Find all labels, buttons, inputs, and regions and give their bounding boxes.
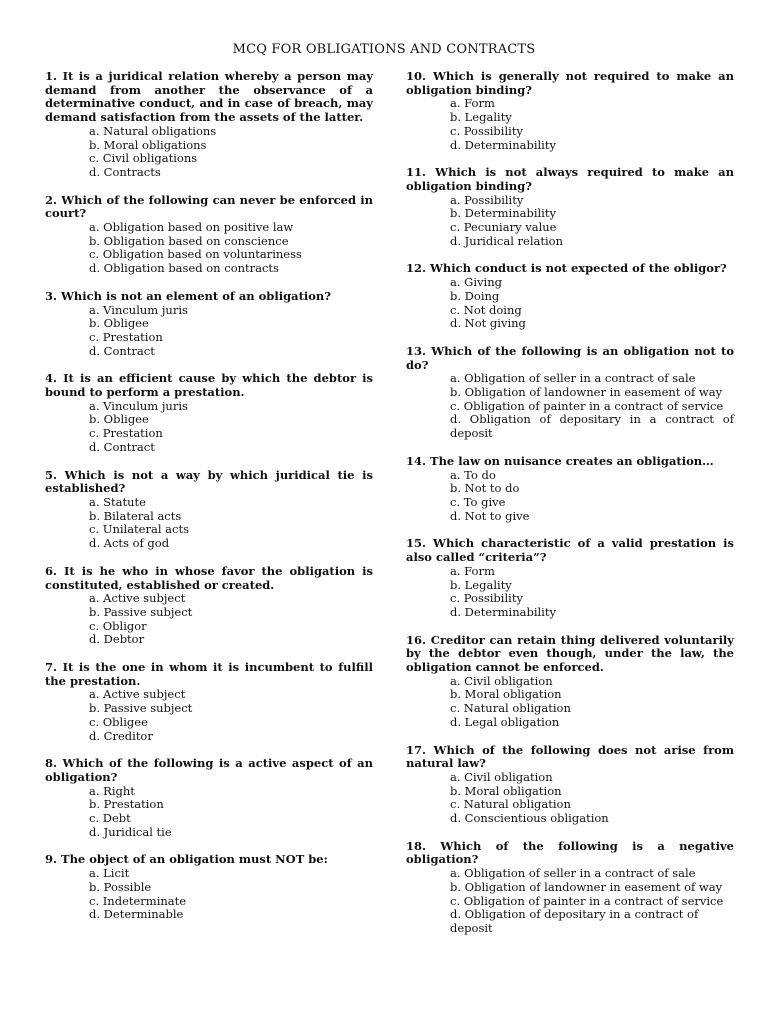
right-column [406, 70, 734, 936]
option-list [406, 565, 734, 620]
option-b: b. Moral obligations [89, 137, 207, 152]
question-text: 18. Which of the following is a negative obligation? [406, 838, 734, 867]
option-c: c. Possibility [450, 123, 523, 138]
option-b: b. Obligation of landowner in easement of way [450, 385, 723, 400]
option-b: b. Determinability [450, 206, 556, 221]
option-a: a. Statute [89, 494, 146, 509]
option-c: c. Obligation of painter in a contract of service [450, 893, 724, 908]
option-d: d. Juridical tie [89, 824, 172, 839]
question-14 [406, 455, 734, 524]
question-text: 9. The object of an obligation must NOT be: [45, 852, 328, 867]
question-6 [45, 565, 373, 647]
option-list [406, 771, 734, 826]
option-a: a. Right [89, 783, 135, 798]
option-list [406, 97, 734, 152]
option-d: d. Obligation based on contracts [89, 261, 279, 276]
question-13 [406, 345, 734, 441]
option-d: d. Determinability [450, 137, 556, 152]
option-c: c. To give [450, 494, 506, 509]
question-text: 4. It is an efficient cause by which the debtor is bound to perform a prestation. [45, 371, 373, 400]
option-list [406, 276, 734, 331]
question-5 [45, 469, 373, 551]
option-a: a. Civil obligation [450, 673, 553, 688]
option-list [406, 372, 734, 441]
question-8 [45, 757, 373, 839]
question-text: 15. Which characteristic of a valid prestation is also called “criteria”? [406, 536, 734, 565]
option-b: b. Obligation based on conscience [89, 233, 289, 248]
question-15 [406, 537, 734, 619]
option-c: c. Indeterminate [89, 893, 187, 908]
option-a: a. Civil obligation [450, 769, 553, 784]
question-text: 7. It is the one in whom it is incumbent to fulfill the prestation. [45, 660, 373, 688]
option-list [45, 400, 373, 455]
question-text: 2. Which of the following can never be enforced in court? [45, 192, 373, 221]
question-10 [406, 70, 734, 152]
option-a: a. Obligation of seller in a contract of sale [450, 371, 696, 386]
option-list [406, 867, 734, 936]
question-17 [406, 744, 734, 826]
question-text: 11. Which is not always required to make an obligation binding? [406, 165, 734, 193]
question-text: 5. Which is not a way by which juridical tie is established? [45, 467, 373, 496]
option-d: d. Debtor [89, 632, 145, 647]
option-d: d. Obligation of depositary in a contract of deposit [450, 412, 734, 441]
option-b: b. Prestation [89, 797, 164, 812]
option-b: b. Moral obligation [450, 687, 562, 702]
option-list [406, 675, 734, 730]
option-d: d. Determinability [450, 604, 556, 619]
option-c: c. Civil obligations [89, 151, 198, 166]
option-a: a. Active subject [89, 687, 186, 702]
question-9 [45, 853, 373, 922]
question-4 [45, 372, 373, 454]
option-c: c. Obligee [89, 714, 148, 729]
option-c: c. Not doing [450, 302, 522, 317]
option-list [45, 304, 373, 359]
option-c: c. Obligation of painter in a contract of service [450, 398, 724, 413]
question-16 [406, 634, 734, 730]
option-d: d. Contracts [89, 164, 161, 179]
option-b: b. Moral obligation [450, 783, 562, 798]
question-1 [45, 70, 373, 180]
option-c: c. Natural obligation [450, 701, 571, 716]
question-text: 13. Which of the following is an obligation not to do? [406, 343, 734, 372]
option-b: b. Possible [89, 879, 152, 894]
question-3 [45, 290, 373, 359]
option-list [45, 592, 373, 647]
option-d: d. Obligation of depositary in a contract of deposit [450, 907, 699, 935]
option-a: a. Licit [89, 866, 130, 881]
question-text: 3. Which is not an element of an obligation? [45, 288, 332, 303]
option-list [45, 496, 373, 551]
option-list [406, 194, 734, 249]
page-title: MCQ FOR OBLIGATIONS AND CONTRACTS [232, 42, 536, 57]
option-c: c. Unilateral acts [89, 522, 189, 537]
question-text: 14. The law on nuisance creates an obligation… [406, 453, 714, 468]
question-2 [45, 194, 373, 276]
option-list [45, 125, 373, 180]
question-11 [406, 166, 734, 248]
option-list [45, 867, 373, 922]
option-a: a. Giving [450, 275, 502, 290]
option-b: b. Legality [450, 577, 512, 592]
option-d: d. Not giving [450, 316, 526, 331]
question-text: 16. Creditor can retain thing delivered voluntarily by the debtor even though, under the law, the obligation cannot be enforced. [406, 632, 734, 675]
option-c: c. Prestation [89, 426, 163, 441]
question-text: 1. It is a juridical relation whereby a person may demand from another the observance of a determinative conduct, and in case of breach, may demand satisfaction from the assets of the latter. [45, 69, 373, 125]
option-b: b. Obligee [89, 412, 149, 427]
option-d: d. Legal obligation [450, 714, 560, 729]
option-b: b. Passive subject [89, 604, 193, 619]
option-c: c. Obligation based on voluntariness [89, 247, 302, 262]
option-d: d. Contract [89, 439, 155, 454]
question-18 [406, 840, 734, 936]
option-d: d. Determinable [89, 907, 184, 922]
option-b: b. Obligee [89, 316, 149, 331]
option-a: a. Form [450, 96, 495, 111]
option-d: d. Juridical relation [450, 233, 564, 248]
option-d: d. Not to give [450, 508, 530, 523]
option-a: a. Possibility [450, 192, 524, 207]
option-a: a. Obligation based on positive law [89, 220, 294, 235]
option-list [45, 688, 373, 743]
option-c: c. Possibility [450, 591, 523, 606]
option-list [45, 785, 373, 840]
option-b: b. Passive subject [89, 701, 193, 716]
option-c: c. Debt [89, 811, 131, 826]
option-c: c. Natural obligation [450, 797, 571, 812]
option-d: d. Contract [89, 343, 155, 358]
option-d: d. Acts of god [89, 536, 170, 551]
question-text: 12. Which conduct is not expected of the obligor? [406, 261, 727, 276]
option-b: b. Bilateral acts [89, 508, 182, 523]
option-c: c. Obligor [89, 618, 147, 633]
option-b: b. Not to do [450, 481, 520, 496]
option-b: b. Obligation of landowner in easement of way [450, 879, 723, 894]
option-a: a. Vinculum juris [89, 398, 188, 413]
question-text: 10. Which is generally not required to make an obligation binding? [406, 69, 734, 97]
question-text: 8. Which of the following is a active aspect of an obligation? [45, 756, 373, 784]
option-a: a. Obligation of seller in a contract of sale [450, 866, 696, 881]
option-a: a. Vinculum juris [89, 302, 188, 317]
left-column [45, 70, 373, 922]
question-text: 6. It is he who in whose favor the obligation is constituted, established or created. [45, 563, 373, 592]
question-12 [406, 262, 734, 331]
option-d: d. Conscientious obligation [450, 811, 609, 826]
option-a: a. Active subject [89, 591, 186, 606]
question-text: 17. Which of the following does not arise from natural law? [406, 742, 734, 771]
option-a: a. Natural obligations [89, 123, 217, 138]
option-list [45, 221, 373, 276]
question-7 [45, 661, 373, 743]
option-a: a. To do [450, 467, 496, 482]
option-d: d. Creditor [89, 728, 153, 743]
option-list [406, 469, 734, 524]
option-b: b. Doing [450, 288, 500, 303]
option-c: c. Prestation [89, 329, 163, 344]
option-a: a. Form [450, 563, 495, 578]
option-c: c. Pecuniary value [450, 220, 557, 235]
option-b: b. Legality [450, 110, 512, 125]
